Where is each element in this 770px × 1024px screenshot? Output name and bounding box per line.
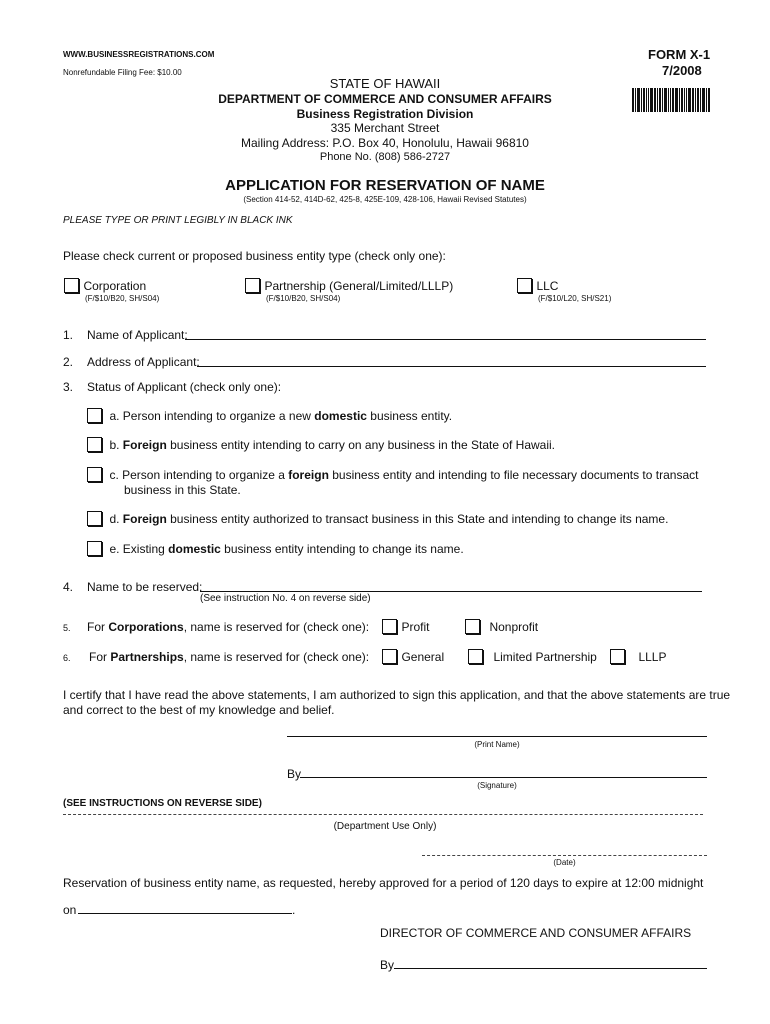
reserved-name-field[interactable] (200, 591, 702, 592)
street-address: 335 Merchant Street (330, 121, 440, 135)
approval-text: Reservation of business entity name, as requested, hereby approved for a period of 120 days to expire at 12:00 midnight (63, 876, 704, 890)
date-caption: (Date) (553, 858, 576, 867)
status-b-text-bold: Foreign (122, 438, 167, 452)
q5-profit-option[interactable] (382, 618, 429, 636)
q6-limited-option[interactable] (468, 648, 597, 666)
status-d-checkbox[interactable] (87, 511, 102, 526)
mailing-address: Mailing Address: P.O. Box 40, Honolulu, Hawaii 96810 (241, 136, 529, 150)
department-divider (63, 814, 703, 815)
q6-general-option[interactable] (382, 648, 444, 666)
llc-label: LLC (536, 279, 559, 293)
by-label: By (287, 767, 302, 781)
status-a-text-pre: a. Person intending to organize a new (109, 409, 315, 423)
q6-lllp-option[interactable] (610, 648, 666, 666)
status-c-text-post: business entity and intending to file necessary documents to transact (328, 468, 699, 482)
q3-label: Status of Applicant (check only one): (87, 380, 282, 394)
status-d-text-pre: d. (109, 512, 123, 526)
ink-instruction: PLEASE TYPE OR PRINT LEGIBLY IN BLACK INK (63, 215, 293, 226)
status-option-e[interactable] (87, 540, 464, 558)
q4-note: (See instruction No. 4 on reverse side) (200, 593, 371, 604)
corporation-label: Corporation (83, 279, 147, 293)
on-period: . (292, 903, 296, 917)
corporation-checkbox[interactable] (64, 278, 79, 293)
nonprofit-checkbox[interactable] (465, 619, 480, 634)
status-option-c[interactable] (87, 466, 698, 484)
general-label: General (401, 650, 445, 664)
certify-line-2: and correct to the best of my knowledge and belief. (63, 703, 335, 717)
statutes: (Section 414-52, 414D-62, 425-8, 425E-109, 428-106, Hawaii Revised Statutes) (243, 195, 527, 204)
status-d-text-bold: Foreign (122, 512, 167, 526)
partnership-code: (F/$10/B20, SH/S04) (266, 294, 341, 303)
status-a-checkbox[interactable] (87, 408, 102, 423)
applicant-name-field[interactable] (185, 339, 706, 340)
status-c-text-line2: business in this State. (124, 483, 241, 497)
q4-label: Name to be reserved: (87, 580, 203, 594)
q6-bold: Partnerships (110, 650, 184, 664)
q1-label: Name of Applicant: (87, 328, 188, 342)
filing-fee: Nonrefundable Filing Fee: $10.00 (63, 68, 182, 77)
status-c-text-bold: foreign (288, 468, 329, 482)
signature-caption: (Signature) (477, 781, 517, 790)
entity-corporation[interactable] (64, 277, 146, 295)
lllp-checkbox[interactable] (610, 649, 625, 664)
division-name: Business Registration Division (296, 107, 474, 121)
q5-pre: For (87, 620, 109, 634)
approval-date-field[interactable] (78, 913, 292, 914)
department-name: DEPARTMENT OF COMMERCE AND CONSUMER AFFAIRS (218, 92, 552, 106)
limited-partnership-label: Limited Partnership (493, 650, 597, 664)
status-d-text-post: business entity authorized to transact business in this State and intending to change its name. (166, 512, 669, 526)
see-instructions: (SEE INSTRUCTIONS ON REVERSE SIDE) (63, 798, 262, 809)
form-title: APPLICATION FOR RESERVATION OF NAME (225, 177, 545, 194)
profit-label: Profit (401, 620, 430, 634)
barcode (632, 88, 711, 112)
nonprofit-label: Nonprofit (489, 620, 539, 634)
profit-checkbox[interactable] (382, 619, 397, 634)
status-b-text-pre: b. (109, 438, 123, 452)
q5-post: , name is reserved for (check one): (183, 620, 370, 634)
status-e-text-post: business entity intending to change its name. (220, 542, 464, 556)
status-b-checkbox[interactable] (87, 437, 102, 452)
form-date: 7/2008 (662, 63, 702, 78)
status-c-checkbox[interactable] (87, 467, 102, 482)
q5-number: 5. (63, 623, 71, 633)
q5-bold: Corporations (108, 620, 184, 634)
status-option-b[interactable] (87, 436, 555, 454)
department-use-only: (Department Use Only) (333, 821, 437, 832)
status-option-a[interactable] (87, 407, 452, 425)
q6-post: , name is reserved for (check one): (183, 650, 370, 664)
entity-type-prompt: Please check current or proposed business entity type (check only one): (63, 249, 446, 263)
phone-number: Phone No. (808) 586-2727 (319, 151, 451, 163)
certify-line-1: I certify that I have read the above statements, I am authorized to sign this application, and that the above statements are true (63, 688, 731, 702)
status-option-d[interactable] (87, 510, 668, 528)
signature-field[interactable] (300, 777, 707, 778)
director-title: DIRECTOR OF COMMERCE AND CONSUMER AFFAIRS (380, 926, 692, 940)
status-e-checkbox[interactable] (87, 541, 102, 556)
q6-number: 6. (63, 653, 71, 663)
print-name-caption: (Print Name) (474, 740, 520, 749)
applicant-address-field[interactable] (197, 366, 706, 367)
state-name: STATE OF HAWAII (329, 76, 441, 91)
status-a-text-bold: domestic (314, 409, 367, 423)
llc-code: (F/$10/L20, SH/S21) (538, 294, 612, 303)
date-field[interactable] (422, 855, 707, 856)
entity-llc[interactable] (517, 277, 558, 295)
on-label: on (63, 903, 77, 917)
q3-number: 3. (63, 380, 74, 394)
general-checkbox[interactable] (382, 649, 397, 664)
q4-number: 4. (63, 580, 74, 594)
lllp-label: LLLP (638, 650, 667, 664)
q6-pre: For (89, 650, 111, 664)
limited-partnership-checkbox[interactable] (468, 649, 483, 664)
q5-label (87, 620, 369, 634)
partnership-checkbox[interactable] (245, 278, 260, 293)
entity-partnership[interactable] (245, 277, 453, 295)
status-e-text-bold: domestic (168, 542, 221, 556)
form-number: FORM X-1 (648, 47, 711, 62)
q5-nonprofit-option[interactable] (465, 618, 538, 636)
status-c-text-pre: c. Person intending to organize a (109, 468, 289, 482)
print-name-field[interactable] (287, 736, 707, 737)
q2-number: 2. (63, 355, 74, 369)
status-b-text-post: business entity intending to carry on any business in the State of Hawaii. (166, 438, 556, 452)
llc-checkbox[interactable] (517, 278, 532, 293)
website-url: WWW.BUSINESSREGISTRATIONS.COM (63, 50, 215, 59)
status-a-text-post: business entity. (366, 409, 453, 423)
director-signature-field[interactable] (394, 968, 707, 969)
director-by-label: By (380, 958, 395, 972)
status-e-text-pre: e. Existing (109, 542, 169, 556)
q1-number: 1. (63, 328, 74, 342)
partnership-label: Partnership (General/Limited/LLLP) (264, 279, 454, 293)
q6-label (89, 650, 369, 664)
q2-label: Address of Applicant: (87, 355, 200, 369)
corporation-code: (F/$10/B20, SH/S04) (85, 294, 160, 303)
